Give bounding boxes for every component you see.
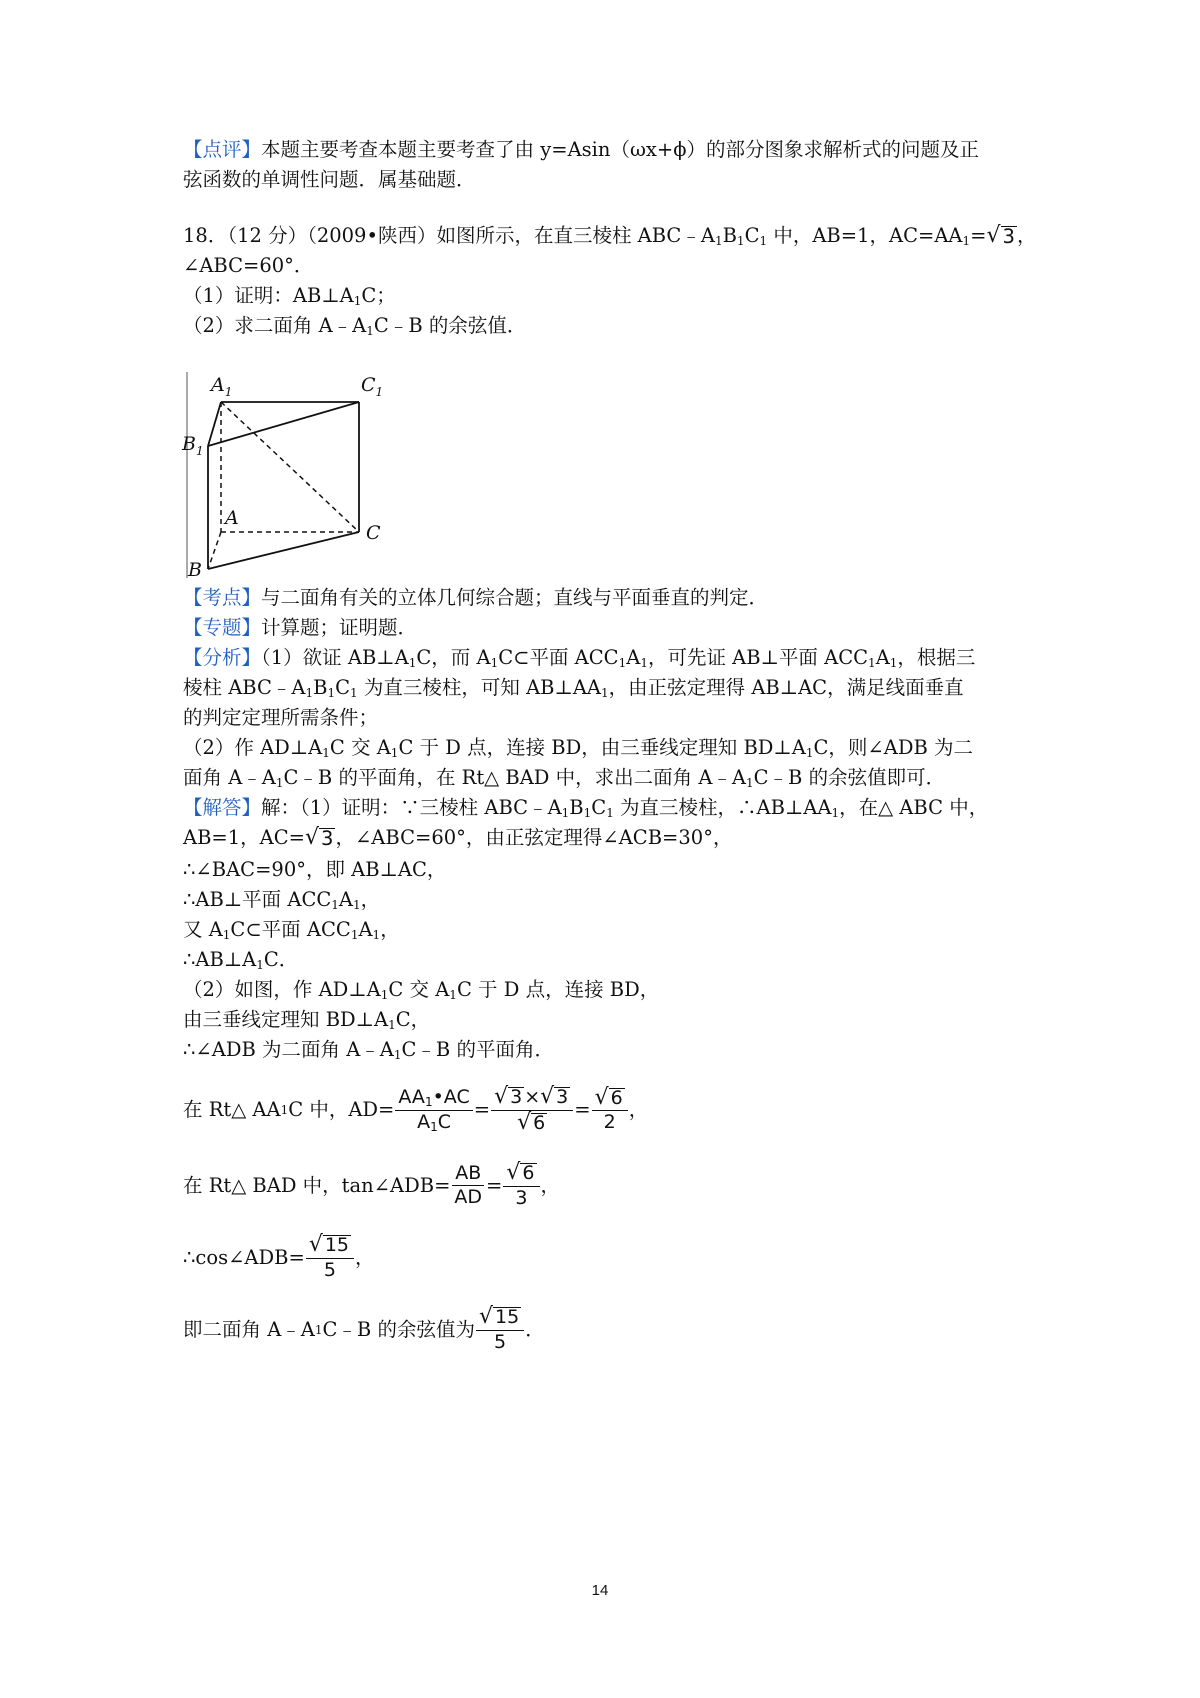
jieda-line-5: 又 $A_1C\subset$平面 $ACC_1A_1$，: [183, 918, 400, 942]
fraction-tan-2: √ 6 3: [503, 1162, 539, 1210]
jieda-line-8: 由三垂线定理知 $BD\perp A_1C$，: [183, 1008, 431, 1032]
edge-AB: [208, 532, 221, 569]
label-A: A: [225, 507, 239, 529]
jieda-line-6: $\therefore AB\perp A_1C$．: [183, 948, 299, 972]
kaodian-tag: 【考点】: [183, 586, 262, 609]
jieda-line-4: ∴AB⊥平面 $ACC_1A_1$，: [183, 888, 381, 912]
fraction-tan-1: $\frac{AB}{AD}$: [451, 1163, 485, 1210]
comment-line-2: 弦函数的单调性问题．属基础题．: [183, 168, 476, 191]
fraction-ad-2: √ 3 × √ 3 √ 6: [491, 1086, 573, 1135]
jieda-line-1: 【解答】解：（1）证明：∵三棱柱 $ABC﹣A_1B_1C_1$ 为直三棱柱，$\therefore AB\perp AA_1$，在△ ABC 中，: [183, 796, 989, 820]
zhuanti-tag: 【专题】: [183, 616, 262, 639]
label-A1: $A_1$: [211, 374, 233, 399]
jieda-line-3: ∴∠BAC=90°，即 AB⊥AC，: [183, 858, 447, 881]
question-1: （1）证明：$AB\perp A_1C$；: [183, 284, 396, 308]
sqrt-3: √ 3: [305, 825, 334, 850]
label-C: C: [366, 522, 381, 544]
fenxi-line-1: 【分析】（1）欲证 $AB\perp A_1C$，而 $A_1C\subset$平面 $ACC_1A_1$，可先证 AB⊥平面 $ACC_1A_1$，根据三: [183, 646, 976, 670]
comment-line-1: 【点评】本题主要考查本题主要考查了由 y=Asin（ωx+ϕ）的部分图象求解析式的问题及正: [183, 138, 979, 161]
label-B1: $B_1$: [182, 433, 204, 458]
fenxi-line-3: 的判定定理所需条件；: [183, 706, 379, 729]
prism-figure: [181, 372, 391, 578]
jieda-line-2: AB=1，AC= √ 3 ，∠ABC=60°，由正弦定理得∠ACB=30°，: [183, 825, 733, 850]
zhuanti-line: 【专题】计算题；证明题．: [183, 616, 418, 639]
jieda-line-11: 在 Rt△ BAD 中，tan∠ADB= $\frac{AB}{AD}$ = √ 6 3 ，: [183, 1160, 561, 1209]
jieda-line-10: 在 Rt△ AA 1 C 中，AD= $\frac{AA_1•AC}{A_1C}$ = √ 3 × √ 3 √ 6 = √ 6 2 ，: [183, 1084, 649, 1135]
page-number: 14: [591, 1582, 609, 1599]
problem-line-1: 18．（12 分）（2009•陕西）如图所示，在直三棱柱 $ABC﹣A_1B_1C_1$ 中，AB=1，$AC=AA_1=$ √ 3 ，: [183, 223, 1037, 248]
problem-line-2: ∠ABC=60°．: [183, 254, 314, 277]
edge-A1B1: [208, 402, 221, 446]
fenxi-line-2: 棱柱 $ABC﹣A_1B_1C_1$ 为直三棱柱，可知 $AB\perp AA_1$，由正弦定理得 AB⊥AC，满足线面垂直: [183, 676, 964, 700]
fraction-answer: √ 15 5: [476, 1306, 524, 1354]
edge-BC: [208, 532, 359, 569]
fraction-cos: √ 15 5: [306, 1234, 354, 1282]
edge-B1C1: [208, 402, 359, 446]
label-B: B: [188, 559, 202, 578]
fraction-ad-1: $\frac{AA_1•AC}{A_1C}$: [395, 1087, 472, 1134]
kaodian-line: 【考点】与二面角有关的立体几何综合题；直线与平面垂直的判定．: [183, 586, 769, 609]
fraction-ad-3: √ 6 2: [592, 1087, 628, 1135]
comment-tag: 【点评】: [183, 138, 262, 161]
jieda-line-9: ∴∠ADB 为二面角 $A﹣A_1C﹣B$ 的平面角．: [183, 1038, 554, 1062]
fenxi-line-5: 面角 $A﹣A_1C﹣B$ 的平面角，在 Rt△ BAD 中，求出二面角 $A﹣A_1C﹣B$ 的余弦值即可．: [183, 766, 946, 790]
jieda-line-12: ∴cos∠ADB= √ 15 5 ，: [183, 1232, 375, 1281]
fenxi-line-4: （2）作 $AD\perp A_1C$ 交 $A_1C$ 于 D 点，连接 BD，由三垂线定理知 $BD\perp A_1C$，则∠ADB 为二: [183, 736, 973, 760]
jieda-tag: 【解答】: [183, 796, 262, 819]
jieda-line-13: 即二面角 A﹣A 1 C﹣B 的余弦值为 √ 15 5 ．: [183, 1304, 545, 1353]
label-C1: $C_1$: [361, 374, 384, 399]
sqrt-3: √ 3: [986, 223, 1015, 248]
fenxi-tag: 【分析】: [183, 646, 262, 669]
jieda-line-7: （2）如图，作 $AD\perp A_1C$ 交 $A_1C$ 于 D 点，连接 BD，: [183, 978, 660, 1002]
question-2: （2）求二面角 $A﹣A_1C﹣B$ 的余弦值．: [183, 314, 527, 338]
